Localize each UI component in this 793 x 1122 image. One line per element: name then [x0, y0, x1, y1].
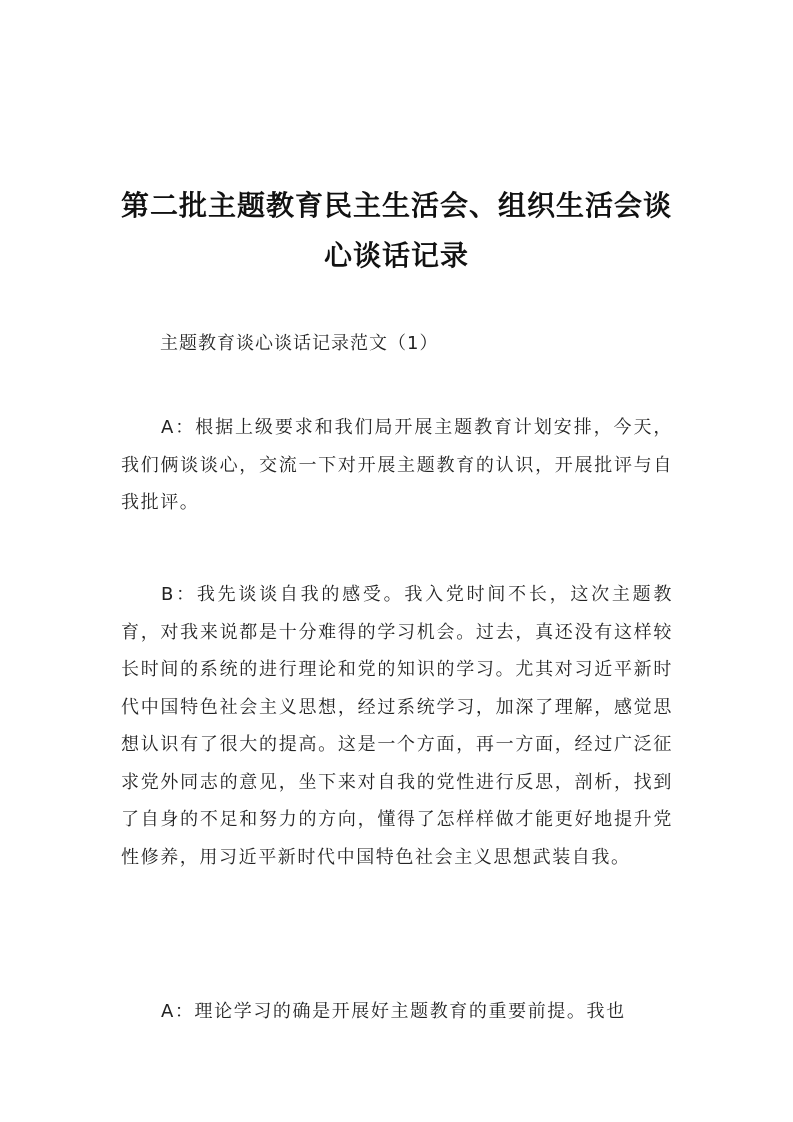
- title-line-1: 第二批主题教育民主生活会、组织生活会谈: [120, 188, 672, 222]
- section-subtitle: 主题教育谈心谈话记录范文（1）: [160, 333, 439, 354]
- paragraph-3: A：理论学习的确是开展好主题教育的重要前提。我也: [161, 1001, 626, 1022]
- document-title: [110, 181, 683, 281]
- paragraph-1: A：根据上级要求和我们局开展主题教育计划安排，今天，我们俩谈谈心，交流一下对开展主题教育的认识，开展批评与自我批评。: [121, 417, 673, 513]
- title-line-2: 心谈话记录: [323, 238, 469, 272]
- paragraph-2: B：我先谈谈自我的感受。我入党时间不长，这次主题教育，对我来说都是十分难得的学习机会。过去，真还没有这样较长时间的系统的进行理论和党的知识的学习。尤其对习近平新时代中国特色社会主义思想，经过系统学习，加深了理解，感觉思想认识有了很大的提高。这是一个方面，再一方面，经过广泛征求党外同志的意见，坐下来对自我的党性进行反思，剖析，找到了自身的不足和努力的方向，懂得了怎样样做才能更好地提升党性修养，用习近平新时代中国特色社会主义思想武装自我。: [121, 584, 673, 868]
